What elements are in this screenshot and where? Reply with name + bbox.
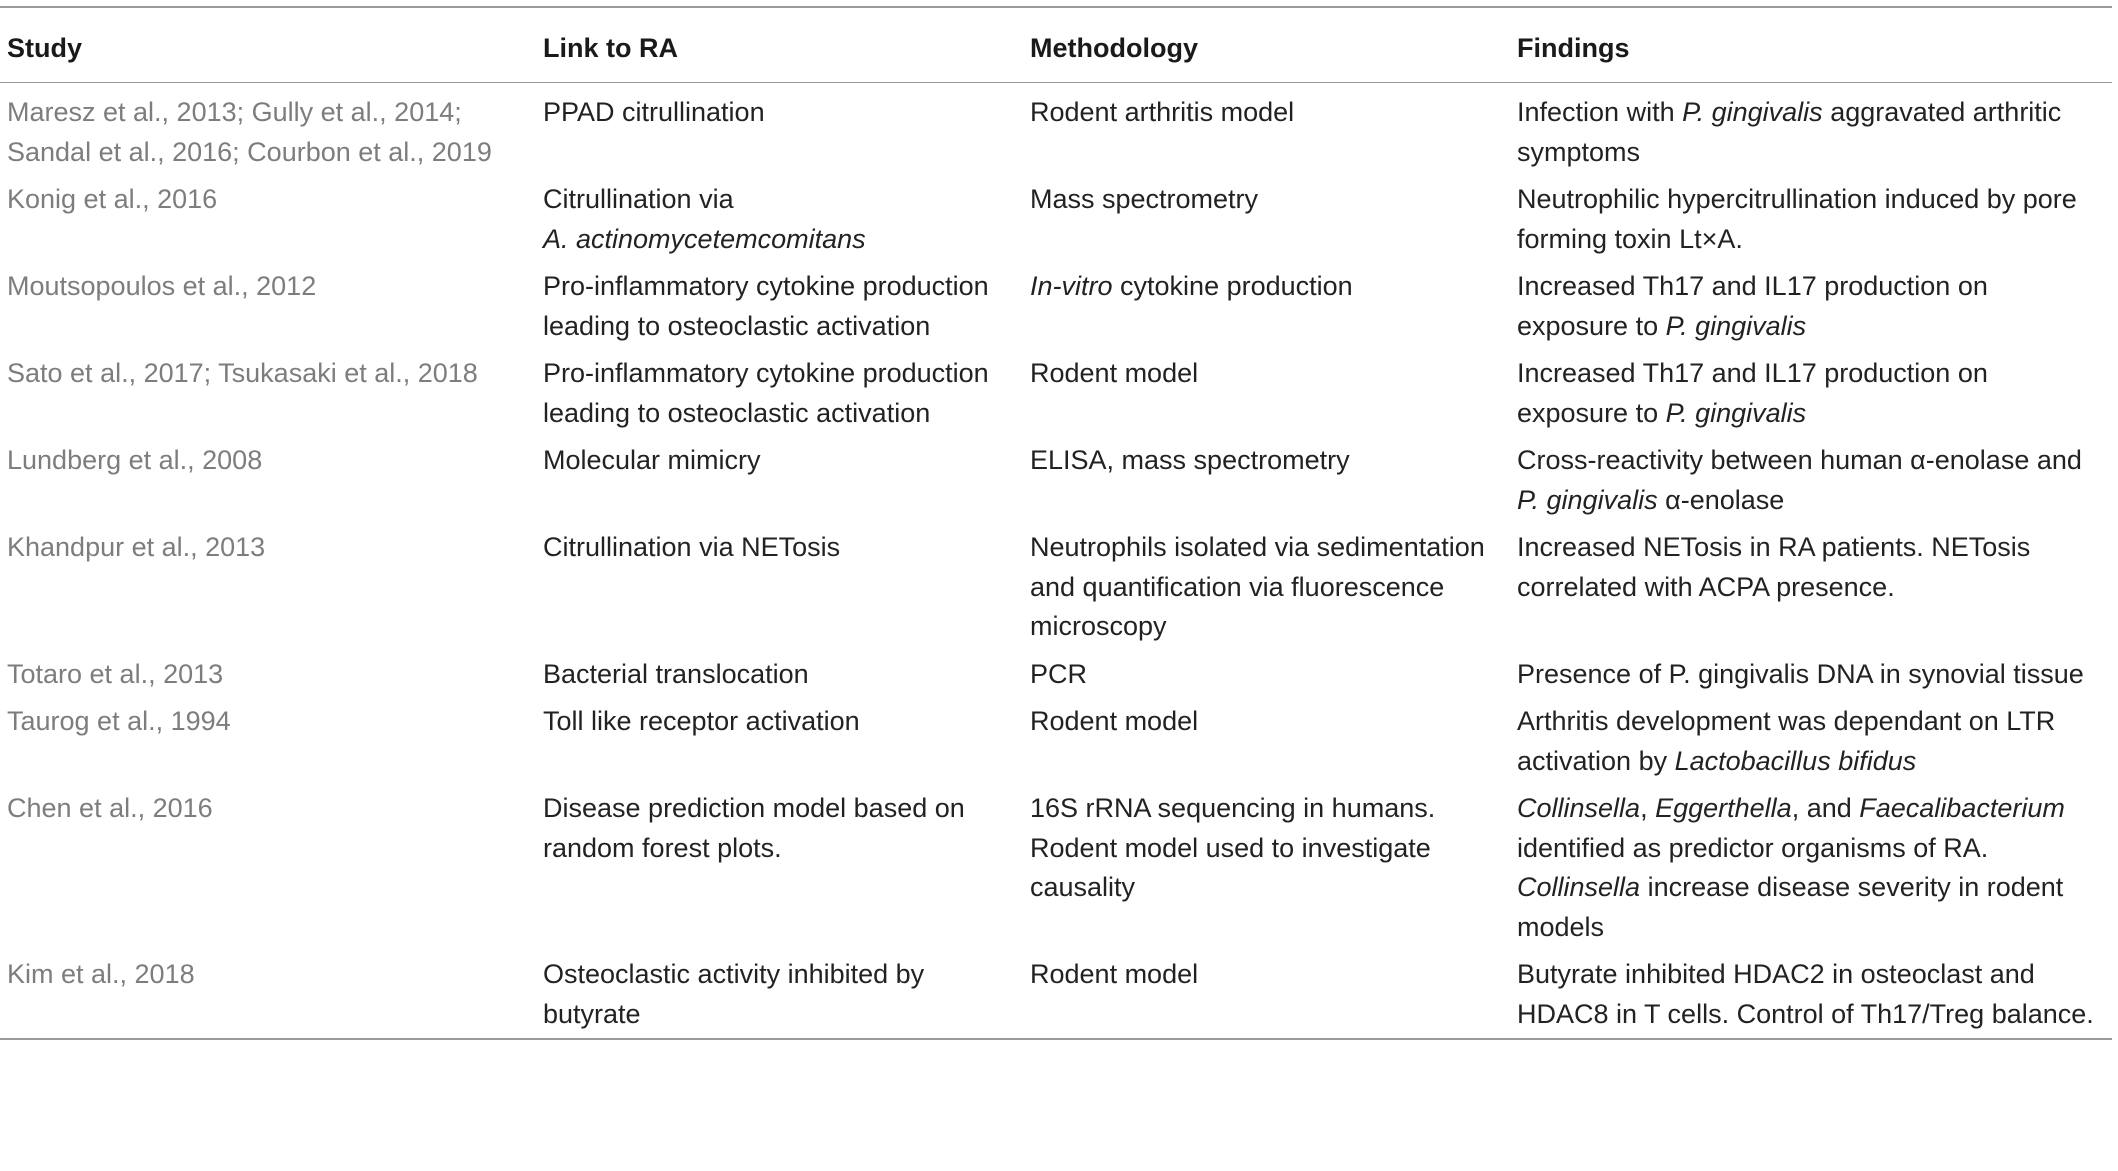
findings-cell <box>1510 350 2112 437</box>
table-row <box>0 83 2112 177</box>
findings-text: Cross-reactivity between human α-enolase and <box>1517 445 2082 475</box>
findings-text: , <box>1640 793 1656 823</box>
table-row <box>0 263 2112 350</box>
link-cell: Toll like receptor activation <box>543 706 860 736</box>
methodology-italic: In-vitro <box>1030 271 1113 301</box>
findings-italic: P. gingivalis <box>1517 484 1658 515</box>
header-link-to-ra: Link to RA <box>536 8 1023 83</box>
findings-cell: Presence of P. gingivalis DNA in synovial tissue <box>1517 658 2084 689</box>
link-cell: Osteoclastic activity inhibited by butyrate <box>543 959 925 1029</box>
findings-text: Increased Th17 and IL17 production on exposure to <box>1517 358 1988 428</box>
findings-italic: Faecalibacterium <box>1859 793 2065 823</box>
methodology-cell: Neutrophils isolated via sedimentation and quantification via fluorescence microscopy <box>1030 532 1485 641</box>
findings-italic: Eggerthella <box>1655 793 1792 823</box>
table-row <box>0 176 2112 263</box>
methodology-cell: PCR <box>1030 658 1088 689</box>
table-body <box>0 83 2112 1039</box>
findings-cell <box>1510 83 2112 177</box>
study-cell: Sato et al., 2017; Tsukasaki et al., 2018 <box>7 358 478 388</box>
study-cell: Konig et al., 2016 <box>7 184 218 214</box>
header-findings: Findings <box>1510 8 2112 83</box>
table-header <box>0 8 2112 83</box>
study-cell: Totaro et al., 2013 <box>7 658 224 689</box>
findings-italic: Collinsella <box>1517 793 1641 823</box>
findings-cell: Neutrophilic hypercitrullination induced by pore forming toxin Lt×A. <box>1517 184 2077 254</box>
findings-text: Arthritis development was dependant on LTR activation by <box>1517 706 2056 776</box>
link-cell: Citrullination via NETosis <box>543 532 841 562</box>
methodology-cell: Rodent model <box>1030 358 1199 388</box>
table-row <box>0 698 2112 785</box>
findings-text: identified as predictor organisms of RA. <box>1517 832 1989 863</box>
table-row <box>0 785 2112 951</box>
methodology-cell: Rodent model <box>1030 706 1199 736</box>
study-cell: Moutsopoulos et al., 2012 <box>7 271 317 301</box>
findings-text: Increased Th17 and IL17 production on exposure to <box>1517 271 1988 341</box>
findings-cell: Butyrate inhibited HDAC2 in osteoclast and HDAC8 in T cells. Control of Th17/Treg balance. <box>1517 959 2094 1029</box>
findings-text: increase disease severity in rodent models <box>1517 872 2064 942</box>
findings-cell <box>1510 785 2112 951</box>
methodology-cell: Mass spectrometry <box>1030 184 1259 214</box>
table-row <box>0 350 2112 437</box>
table <box>0 8 2112 1038</box>
findings-text: , and <box>1791 793 1860 823</box>
header-row <box>0 8 2112 83</box>
findings-cell <box>1510 437 2112 524</box>
findings-italic: P. gingivalis <box>1665 397 1807 428</box>
table-row <box>0 437 2112 524</box>
table-row <box>0 951 2112 1038</box>
study-cell: Taurog et al., 1994 <box>7 706 231 736</box>
header-methodology: Methodology <box>1023 8 1510 83</box>
methodology-cell: Rodent model <box>1030 959 1199 989</box>
study-cell: Khandpur et al., 2013 <box>7 532 266 562</box>
studies-table <box>0 6 2112 1040</box>
study-cell: Lundberg et al., 2008 <box>7 445 263 475</box>
link-cell: Molecular mimicry <box>543 445 761 475</box>
link-cell: Pro-inflammatory cytokine production leading to osteoclastic activation <box>543 358 989 428</box>
methodology-cell: 16S rRNA sequencing in humans. Rodent model used to investigate causality <box>1030 793 1436 902</box>
link-cell: Disease prediction model based on random forest plots. <box>543 793 965 863</box>
findings-text: aggravated arthritic symptoms <box>1517 97 2062 167</box>
findings-italic: P. gingivalis <box>1665 310 1807 341</box>
study-cell: Chen et al., 2016 <box>7 793 213 823</box>
findings-cell: Increased NETosis in RA patients. NETosis correlated with ACPA presence. <box>1517 532 2031 602</box>
link-cell <box>536 176 1023 263</box>
study-cell: Kim et al., 2018 <box>7 959 195 989</box>
findings-italic: Collinsella <box>1517 872 1641 902</box>
findings-text: Infection with <box>1517 97 1683 127</box>
link-text: Citrullination via <box>543 184 734 214</box>
link-italic: A. actinomycetemcomitans <box>543 223 866 254</box>
findings-cell <box>1510 263 2112 350</box>
findings-cell <box>1510 698 2112 785</box>
methodology-cell: Rodent arthritis model <box>1030 97 1295 127</box>
header-study: Study <box>0 8 536 83</box>
link-cell: Pro-inflammatory cytokine production leading to osteoclastic activation <box>543 271 989 341</box>
findings-italic: Lactobacillus bifidus <box>1674 745 1917 776</box>
link-cell: PPAD citrullination <box>543 97 765 127</box>
methodology-cell: ELISA, mass spectrometry <box>1030 445 1350 475</box>
table-row <box>0 524 2112 651</box>
findings-text: α-enolase <box>1657 484 1785 515</box>
table-row <box>0 651 2112 699</box>
link-cell: Bacterial translocation <box>543 658 809 689</box>
methodology-text: cytokine production <box>1112 271 1353 301</box>
methodology-cell <box>1023 263 1510 350</box>
findings-italic: P. gingivalis <box>1682 97 1823 127</box>
study-cell: Maresz et al., 2013; Gully et al., 2014; Sandal et al., 2016; Courbon et al., 2019 <box>7 97 492 167</box>
